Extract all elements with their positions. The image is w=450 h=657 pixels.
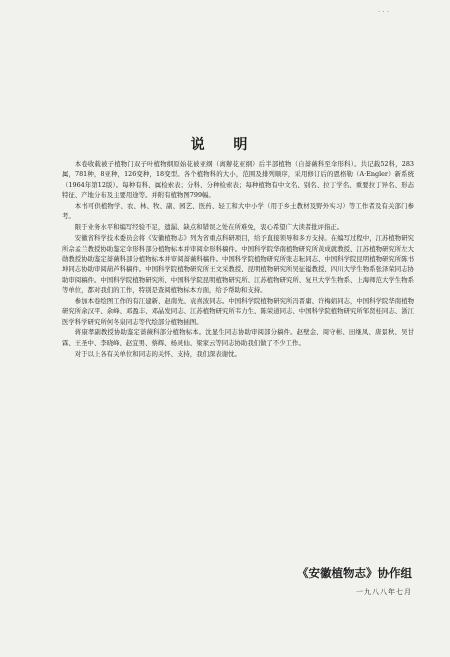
paragraph-acknowledgement-review: 安徽省科学技术委员会将《安徽植物志》列为省重点科研项目，给予直接领导和多方支持。在编写过程中，江苏植物研究所佘孟兰教授协助鉴定伞形科部分植物标本并审阅伞形科稿件。中国科学院华南植物研究所黄成就教授、江苏植物研究所左大勋教授协助鉴定蔷薇科部分植物标本并审阅蔷薇科稿件。中国科学院植物研究所张志耘同志、中国科学院昆明植物研究所陈书坤同志协助审阅葫芦科稿件。中国科学院植物研究所王文采教授、昆明植物研究所吴征镒教授、四川大学生物系张泽荣同志协助审阅稿件。中国科学院植物研究所、中国科学院昆明植物研究所、江苏植物研究所、复旦大学生物系、上海师范大学生物系等单位，都对我们的工作，特别是查阅植物标本方面，给予帮助和支持。 [62,234,414,294]
paragraph-thanks: 对于以上各有关单位和同志的关怀、支持，我们深表谢忱。 [74,349,241,358]
signature-date: 一九八八年七月 [356,588,412,596]
paragraph-scope: 本卷收载被子植物门双子叶植物纲原始花被亚纲（离辦花亚纲）后半部植物（自蔷薇科至伞形科）。共记载52科，283属，781种，8亚种，126变种，18变型。各个植物科的大小，范围及排列顺序，采用修订后的恩格勒（A·Engler）新系统（1964年第12版）。每种有科、属检索表；分科、分种检索表；每种植物有中文名、别名、拉丁学名、重要拉丁异名、形态特征、产地分布及主要用途等。并附有植物图799幅。 [62,160,414,200]
paragraph-limitations: 限于业务水平和编写经验不足，遗漏、缺点和错误之处在所难免，衷心希望广大读者批评指正。 [74,223,344,232]
page-title: 说 明 [190,137,260,153]
body-text [62,159,414,360]
signature-block [297,565,412,597]
paragraph-acknowledgement-assistance: 蒋康孝副教授协助鉴定蔷薇科部分植物标本。沈显生同志协助审阅部分稿件。赵壁金、周守彬、田继凤、唐景秋、吴甘霖、王圣中、李晓峰、赵宜男、蔡辉、杨灵仙、梁家云等同志协助我们做了不少工作。 [62,328,414,347]
signature-organization: 《安徽植物志》协作组 [297,566,412,580]
scan-mark: · · · [378,8,390,16]
paragraph-audience: 本书可供植物学、农、林、牧、副、园艺、医药、轻工和大中小学（用于乡土教材及野外实习）等工作者及有关部门参考。 [62,201,414,221]
paragraph-acknowledgement-illustration: 参加本卷绘图工作的有江建新、赵南先、袁喜波同志。中国科学院植物研究所冯晋庸、许梅娟同志，中国科学院华南植物研究所余汉平、余峰、邓盈丰、邓晶发同志、江苏植物研究所韦力生、陈荣道同志、中国科学院植物研究所邹贤桂同志、浙江医学科学研究所何冬泉同志等代绘部分植物插图。 [62,296,414,326]
